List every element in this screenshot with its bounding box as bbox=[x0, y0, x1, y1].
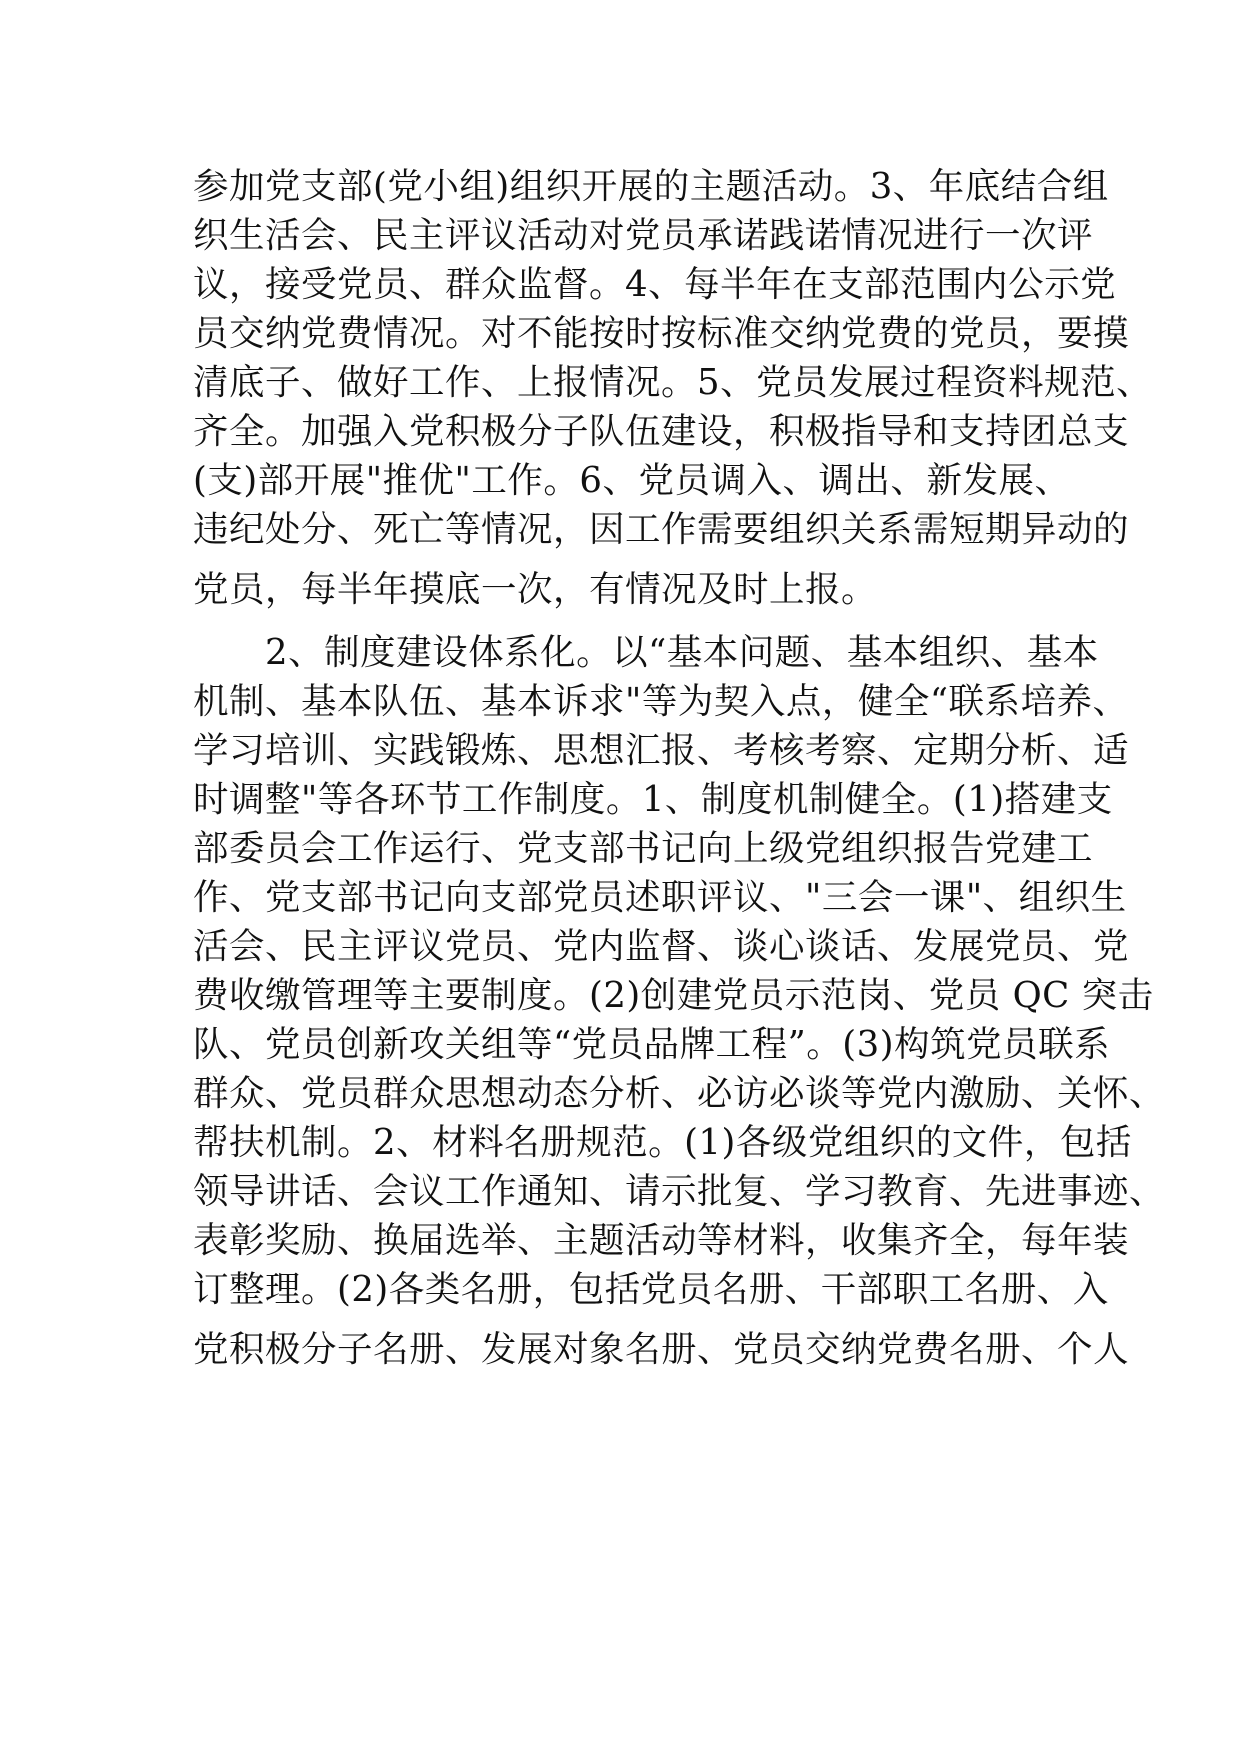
text-line: 部委员会工作运行、党支部书记向上级党组织报告党建工 bbox=[193, 828, 1094, 869]
text-line: 订整理。(2)各类名册，包括党员名册、干部职工名册、入 bbox=[193, 1269, 1109, 1310]
text-line: 群众、党员群众思想动态分析、必访必谈等党内激励、关怀、 bbox=[193, 1073, 1166, 1114]
text-line: 违纪处分、死亡等情况，因工作需要组织关系需短期异动的 bbox=[193, 509, 1130, 550]
text-line: 党积极分子名册、发展对象名册、党员交纳党费名册、个人 bbox=[193, 1329, 1130, 1370]
text-line: 2、制度建设体系化。以“基本问题、基本组织、基本 bbox=[193, 632, 1099, 673]
paragraph-institution-building bbox=[193, 628, 1166, 1374]
text-line: 队、党员创新攻关组等“党员品牌工程”。(3)构筑党员联系 bbox=[193, 1024, 1111, 1065]
paragraph-membership-management bbox=[193, 162, 1153, 614]
text-line: 织生活会、民主评议活动对党员承诺践诺情况进行一次评 bbox=[193, 215, 1094, 256]
line-gap bbox=[193, 554, 1063, 565]
text-line: (支)部开展"推优"工作。6、党员调入、调出、新发展、 bbox=[193, 460, 1071, 501]
text-line: 员交纳党费情况。对不能按时按标准交纳党费的党员，要摸 bbox=[193, 313, 1130, 354]
text-line: 齐全。加强入党积极分子队伍建设，积极指导和支持团总支 bbox=[193, 411, 1130, 452]
text-line: 党员，每半年摸底一次，有情况及时上报。 bbox=[193, 569, 878, 610]
text-line: 议，接受党员、群众监督。4、每半年在支部范围内公示党 bbox=[193, 264, 1117, 305]
document-body bbox=[193, 162, 1166, 1374]
text-line: 费收缴管理等主要制度。(2)创建党员示范岗、党员 QC 突击 bbox=[193, 975, 1154, 1016]
text-line: 参加党支部(党小组)组织开展的主题活动。3、年底结合组 bbox=[193, 166, 1109, 207]
text-line: 清底子、做好工作、上报情况。5、党员发展过程资料规范、 bbox=[193, 362, 1153, 403]
text-line: 作、党支部书记向支部党员述职评议、"三会一课"、组织生 bbox=[193, 877, 1127, 918]
paragraph-gap bbox=[193, 614, 1063, 628]
text-line: 表彰奖励、换届选举、主题活动等材料，收集齐全，每年装 bbox=[193, 1220, 1130, 1261]
text-line: 领导讲话、会议工作通知、请示批复、学习教育、先进事迹、 bbox=[193, 1171, 1166, 1212]
text-line: 机制、基本队伍、基本诉求"等为契入点，健全“联系培养、 bbox=[193, 681, 1129, 722]
text-line: 活会、民主评议党员、党内监督、谈心谈话、发展党员、党 bbox=[193, 926, 1130, 967]
text-line: 帮扶机制。2、材料名册规范。(1)各级党组织的文件，包括 bbox=[193, 1122, 1132, 1163]
text-line: 学习培训、实践锻炼、思想汇报、考核考察、定期分析、适 bbox=[193, 730, 1130, 771]
line-gap bbox=[193, 1314, 1063, 1325]
text-line: 时调整"等各环节工作制度。1、制度机制健全。(1)搭建支 bbox=[193, 779, 1113, 820]
